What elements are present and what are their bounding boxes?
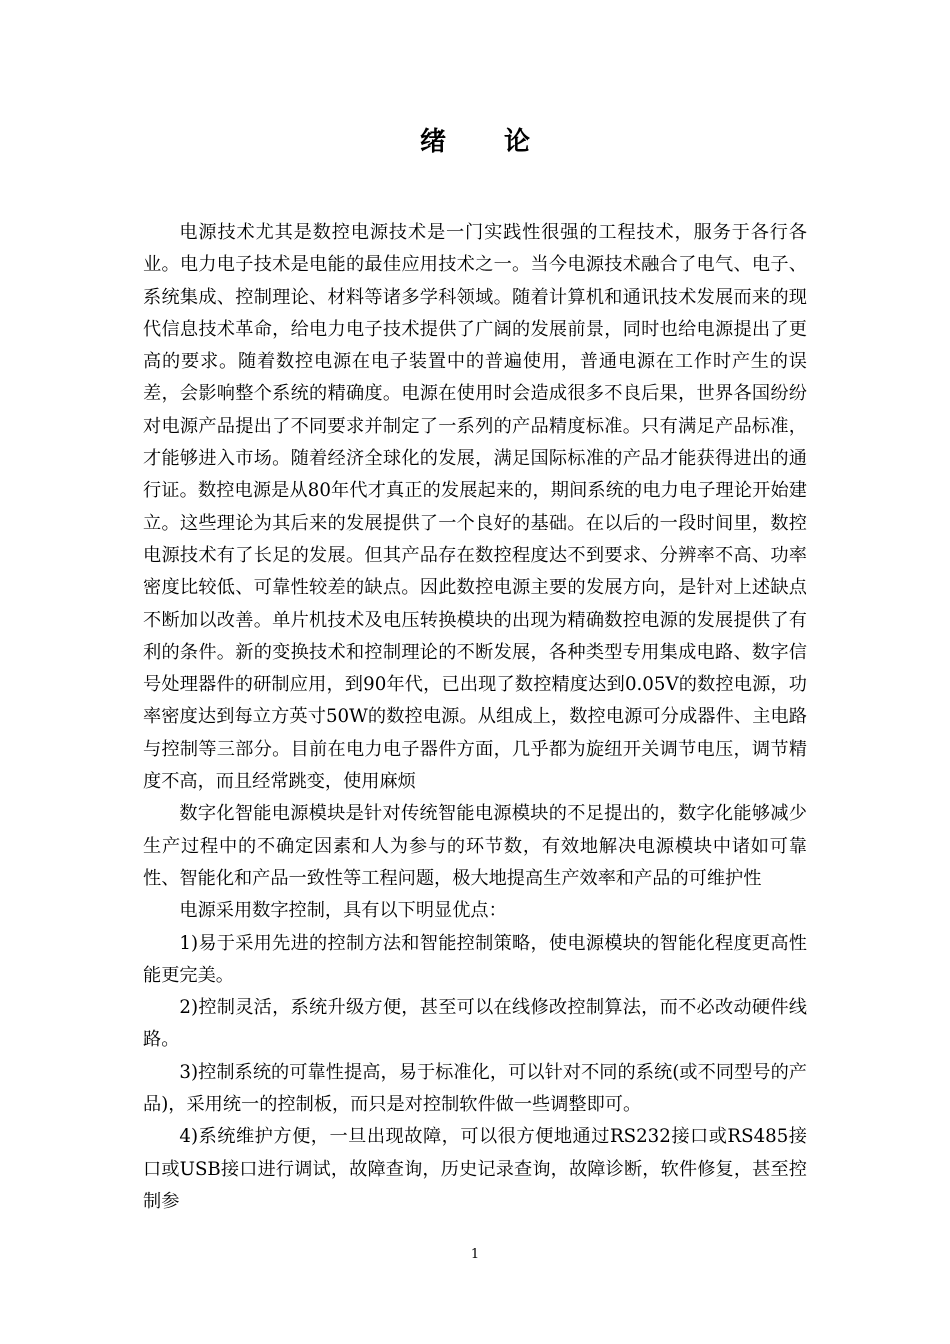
paragraph-advantage-2: 2)控制灵活，系统升级方便，甚至可以在线修改控制算法，而不必改动硬件线路。 bbox=[143, 997, 807, 1051]
paragraph-intro: 电源技术尤其是数控电源技术是一门实践性很强的工程技术，服务于各行各业。电力电子技术是电能的最佳应用技术之一。当今电源技术融合了电气、电子、系统集成、控制理论、材料等诸多学科领域。随着计算机和通讯技术发展而来的现代信息技术革命，给电力电子技术提供了广阔的发展前景，同时也给电源提出了更高的要求。随着数控电源在电子装置中的普遍使用，普通电源在工作时产生的误差，会影响整个系统的精确度。电源在使用时会造成很多不良后果，世界各国纷纷对电源产品提出了不同要求并制定了一系列的产品精度标准。只有满足产品标准，才能够进入市场。随着经济全球化的发展，满足国际标准的产品才能获得进出的通行证。数控电源是从80年代才真正的发展起来的，期间系统的电力电子理论开始建立。这些理论为其后来的发展提供了一个良好的基础。在以后的一段时间里，数控电源技术有了长足的发展。但其产品存在数控程度达不到要求、分辨率不高、功率密度比较低、可靠性较差的缺点。因此数控电源主要的发展方向，是针对上述缺点不断加以改善。单片机技术及电压转换模块的出现为精确数控电源的发展提供了有利的条件。新的变换技术和控制理论的不断发展，各种类型专用集成电路、数字信号处理器件的研制应用，到90年代，已出现了数控精度达到0.05V的数控电源，功率密度达到每立方英寸50W的数控电源。从组成上，数控电源可分成器件、主电路与控制等三部分。目前在电力电子器件方面，几乎都为旋纽开关调节电压，调节精度不高，而且经常跳变，使用麻烦 bbox=[143, 222, 807, 793]
paragraph-advantage-4: 4)系统维护方便，一旦出现故障，可以很方便地通过RS232接口或RS485接口或USB接口进行调试，故障查询，历史记录查询，故障诊断，软件修复，甚至控制参 bbox=[143, 1126, 807, 1212]
page-title: 绪论 bbox=[419, 127, 588, 157]
paragraph-digital-module: 数字化智能电源模块是针对传统智能电源模块的不足提出的，数字化能够减少生产过程中的不确定因素和人为参与的环节数，有效地解决电源模块中诸如可靠性、智能化和产品一致性等工程问题，极大地提高生产效率和产品的可维护性 bbox=[143, 803, 807, 889]
paragraph-advantage-1: 1)易于采用先进的控制方法和智能控制策略，使电源模块的智能化程度更高性能更完美。 bbox=[143, 932, 807, 986]
paragraph-advantage-3: 3)控制系统的可靠性提高，易于标准化，可以针对不同的系统(或不同型号的产品)，采用统一的控制板，而只是对控制软件做一些调整即可。 bbox=[143, 1061, 807, 1116]
paragraph-advantages-lead: 电源采用数字控制，具有以下明显优点： bbox=[179, 900, 507, 922]
body-text bbox=[143, 217, 807, 1218]
page-number: 1 bbox=[470, 1247, 480, 1262]
